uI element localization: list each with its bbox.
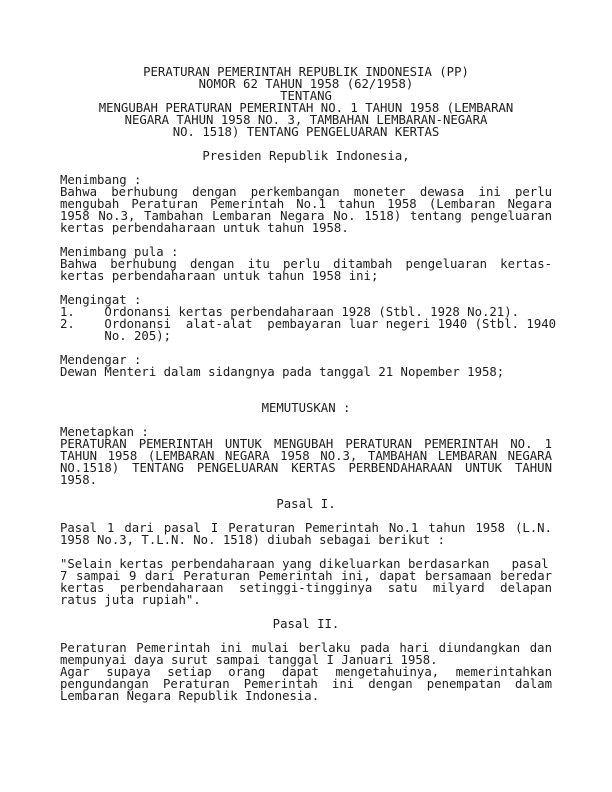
- body-line: 1958.: [60, 473, 98, 487]
- list-item-line: 2. Ordonansi alat-alat pembayaran luar negeri 1940 (Stbl. 1940: [60, 317, 557, 331]
- body-line: kertas perbendaharaan untuk tahun 1958.: [60, 221, 349, 235]
- pasal-heading: Pasal I.: [276, 497, 336, 511]
- body-line: TAHUN 1958 (LEMBARAN NEGARA 1958 NO.3, TAMBAHAN LEMBARAN NEGARA: [60, 449, 552, 463]
- section-label: Menimbang pula :: [60, 245, 179, 259]
- body-line: "Selain kertas perbendaharaan yang dikeluarkan berdasarkan pasal: [60, 557, 549, 571]
- title-line: MENGUBAH PERATURAN PEMERINTAH NO. 1 TAHUN 1958 (LEMBARAN: [98, 101, 514, 115]
- section-label: Mendengar :: [60, 353, 142, 367]
- body-line: mempunyai daya surut sampai tanggal I Januari 1958.: [60, 653, 438, 667]
- blank-line: [60, 378, 552, 390]
- title-line: NO. 1518) TENTANG PENGELUARAN KERTAS: [172, 125, 440, 139]
- section-label: Menimbang :: [60, 173, 142, 187]
- list-item-line: No. 205);: [60, 329, 172, 343]
- memutuskan-heading: MEMUTUSKAN :: [261, 401, 351, 415]
- body-line: 7 sampai 9 dari Peraturan Pemerintah ini, dapat bersamaan beredar: [60, 569, 552, 583]
- body-line: Agar supaya setiap orang dapat mengetahuinya, memerintahkan: [60, 665, 552, 679]
- body-line: 1958 No.3, Tambahan Lembaran Negara No. 1518) tentang pengeluaran: [60, 209, 552, 223]
- body-line: Peraturan Pemerintah ini mulai berlaku pada hari diundangkan dan: [60, 641, 552, 655]
- section-label: Mengingat :: [60, 293, 142, 307]
- body-line: kertas perbendaharaan untuk tahun 1958 ini;: [60, 269, 379, 283]
- pasal-heading: Pasal II.: [272, 617, 340, 631]
- document-text-column: [60, 65, 557, 703]
- body-line: mengubah Peraturan Pemerintah No.1 tahun 1958 (Lembaran Negara: [60, 197, 552, 211]
- body-line: Dewan Menteri dalam sidangnya pada tanggal 21 Nopember 1958;: [60, 365, 505, 379]
- body-line: 1958 No.3, T.L.N. No. 1518) diubah sebagai berikut :: [60, 533, 445, 547]
- body-line: Lembaran Negara Republik Indonesia.: [60, 689, 320, 703]
- section-label: Menetapkan :: [60, 425, 149, 439]
- title-line: TENTANG: [280, 89, 332, 103]
- title-line: NOMOR 62 TAHUN 1958 (62/1958): [198, 77, 414, 91]
- body-line: kertas perbendaharaan setinggi-tingginya satu milyard delapan: [60, 581, 552, 595]
- title-line: PERATURAN PEMERINTAH REPUBLIK INDONESIA (PP): [143, 65, 469, 79]
- body-line: Pasal 1 dari pasal I Peraturan Pemerintah No.1 tahun 1958 (L.N.: [60, 521, 552, 535]
- body-line: ratus juta rupiah".: [60, 593, 201, 607]
- body-line: PERATURAN PEMERINTAH UNTUK MENGUBAH PERATURAN PEMERINTAH NO. 1: [60, 437, 552, 451]
- body-line: Bahwa berhubung dengan itu perlu ditambah pengeluaran kertas-: [60, 257, 552, 271]
- salutation-line: Presiden Republik Indonesia,: [202, 149, 410, 163]
- body-line: NO.1518) TENTANG PENGELUARAN KERTAS PERBENDAHARAAN UNTUK TAHUN: [60, 461, 552, 475]
- title-line: NEGARA TAHUN 1958 NO. 3, TAMBAHAN LEMBARAN-NEGARA: [124, 113, 488, 127]
- list-item-line: 1. Ordonansi kertas perbendaharaan 1928 (Stbl. 1928 No.21).: [60, 305, 520, 319]
- body-line: pengundangan Peraturan Pemerintah ini dengan penempatan dalam: [60, 677, 552, 691]
- body-line: Bahwa berhubung dengan perkembangan moneter dewasa ini perlu: [60, 185, 552, 199]
